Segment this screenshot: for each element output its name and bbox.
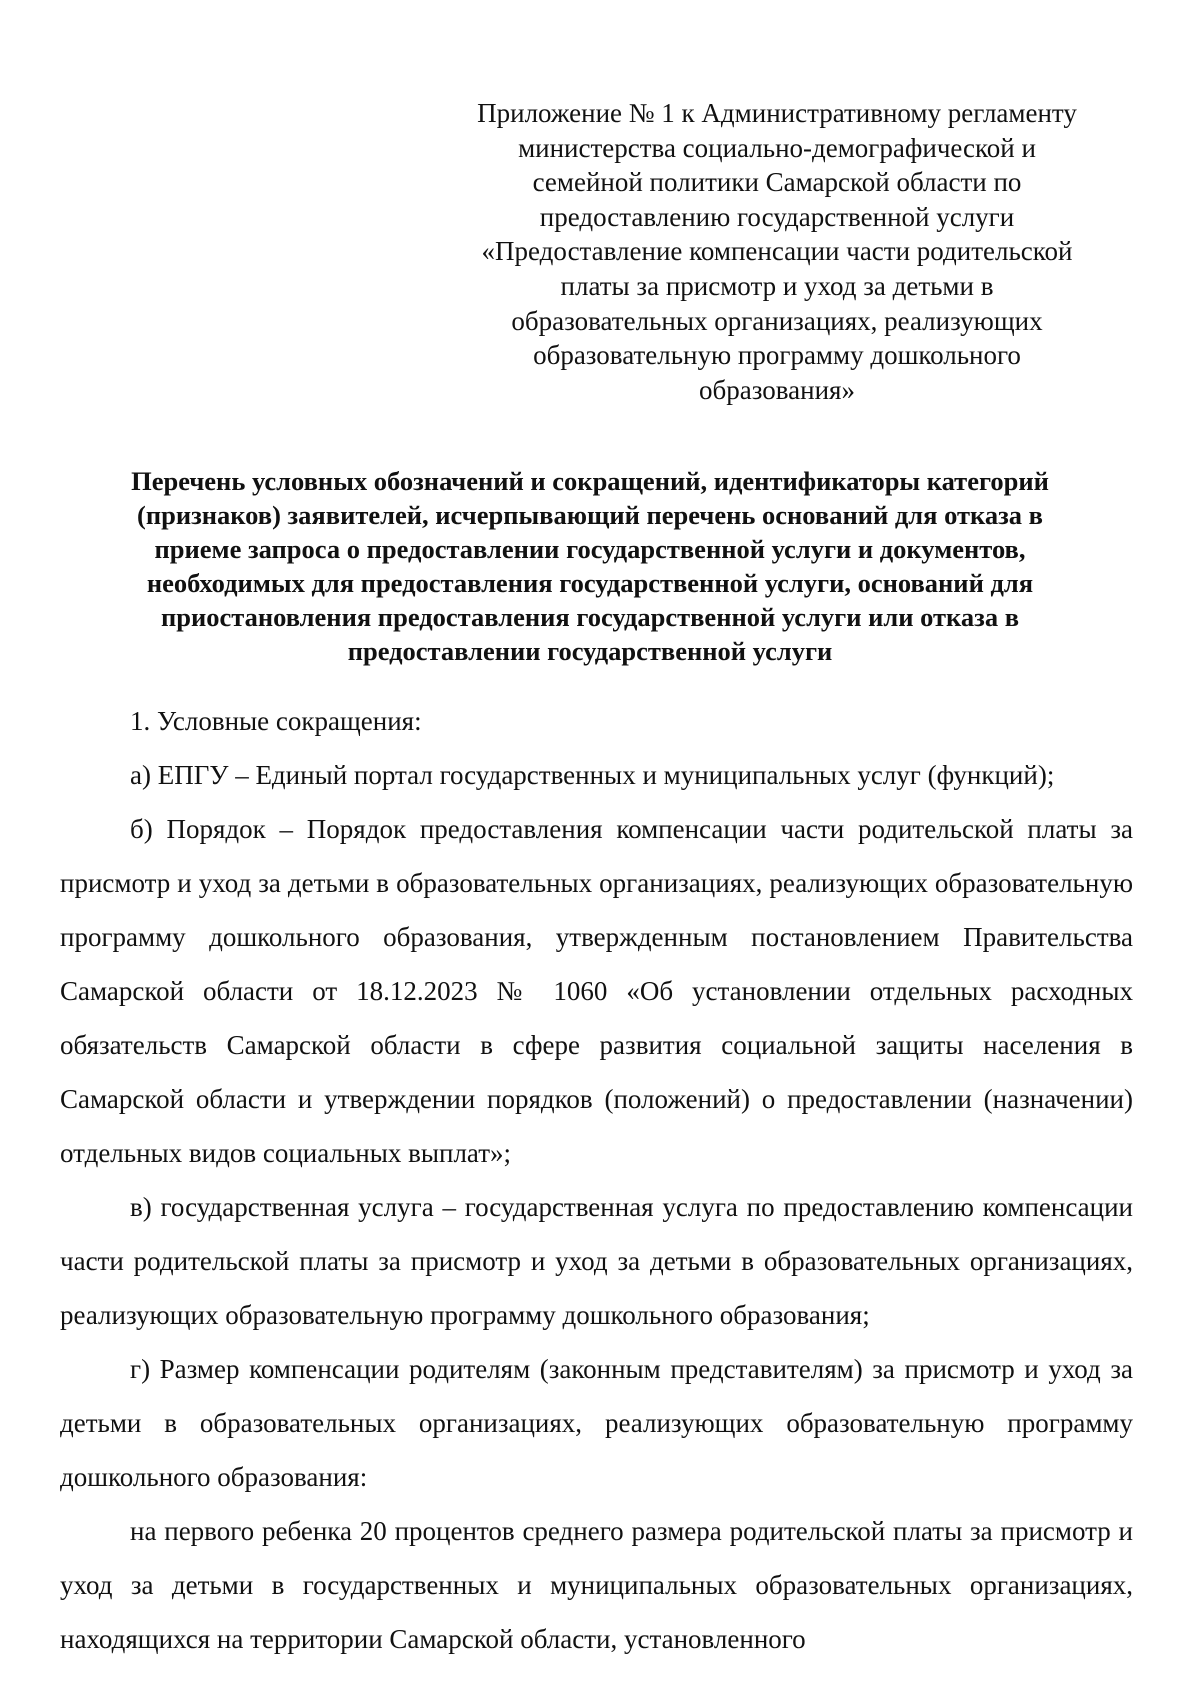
annex-line: предоставлению государственной услуги [539,201,1015,232]
document-title [60,464,1120,668]
title-line: (признаков) заявителей, исчерпывающий перечень оснований для отказа в [137,500,1043,530]
annex-line: министерства социально-демографической и [518,132,1036,163]
paragraph-b: б) Порядок – Порядок предоставления компенсации части родительской платы за присмотр и уход за детьми в образовательных организациях, реализующих образовательную программу дошкольного образования, утвержденным постановлением Правительства Самарской области от 18.12.2023 № 1060 «Об установлении отдельных расходных обязательств Самарской области в сфере развития социальной защиты населения в Самарской области и утверждении порядков (положений) о предоставлении (назначении) отдельных видов социальных выплат»; [60,814,1133,1168]
annex-line: образования» [699,374,855,405]
title-line: приеме запроса о предоставлении государственной услуги и документов, [154,534,1026,564]
title-line: предоставлении государственной услуги [347,636,833,666]
annex-line: Приложение № 1 к Административному регламенту [477,98,1077,128]
annex-line: семейной политики Самарской области по [532,167,1022,198]
title-line: Перечень условных обозначений и сокращений, идентификаторы категорий [131,466,1049,496]
annex-line: образовательных организациях, реализующих [511,305,1043,336]
title-line: необходимых для предоставления государственной услуги, оснований для [146,568,1034,598]
document-body [60,694,1133,1666]
annex-header [460,96,1094,407]
annex-line: платы за присмотр и уход за детьми в [560,270,994,301]
annex-line: образовательную программу дошкольного [533,340,1021,371]
title-line: приостановления предоставления государственной услуги или отказа в [160,602,1020,632]
section-heading: 1. Условные сокращения: [130,706,422,736]
paragraph-a: а) ЕПГУ – Единый портал государственных и муниципальных услуг (функций); [130,760,1055,790]
paragraph-first-child: на первого ребенка 20 процентов среднего размера родительской платы за присмотр и уход за детьми в государственных и муниципальных образовательных организациях, находящихся на территории Самарской области, установленного [60,1516,1133,1654]
paragraph-v: в) государственная услуга – государственная услуга по предоставлению компенсации части родительской платы за присмотр и уход за детьми в образовательных организациях, реализующих образовательную программу дошкольного образования; [60,1192,1133,1330]
paragraph-g: г) Размер компенсации родителям (законным представителям) за присмотр и уход за детьми в образовательных организациях, реализующих образовательную программу дошкольного образования: [60,1354,1133,1492]
annex-line: «Предоставление компенсации части родительской [481,236,1073,267]
